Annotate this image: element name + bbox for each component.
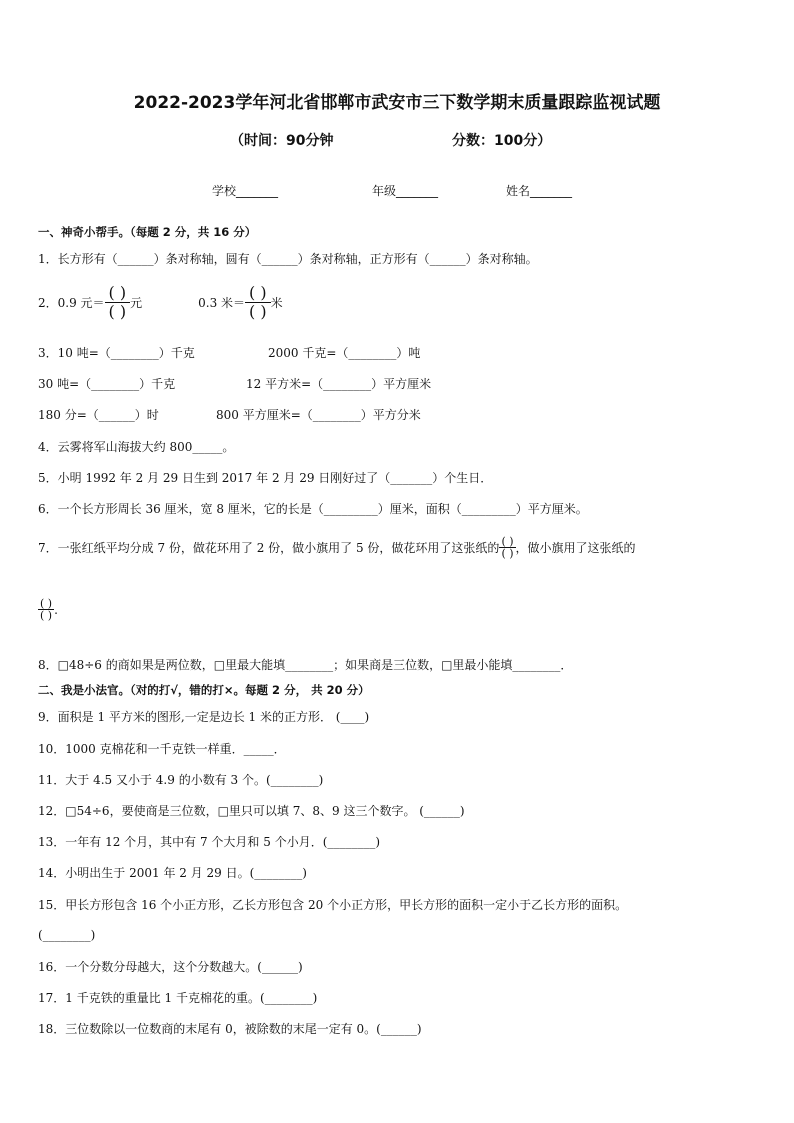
grade-field: 年级_______ <box>372 184 439 198</box>
q7-end: . <box>54 602 58 617</box>
school-field: 学校_______ <box>212 184 279 198</box>
question-2 <box>38 284 283 321</box>
q2-right-prefix: 0.3 米＝ <box>198 296 246 310</box>
question-13: 13．一年有 12 个月，其中有 7 个大月和 5 个小月．(________) <box>38 835 381 849</box>
question-7 <box>38 536 636 559</box>
question-7-continued <box>38 598 58 621</box>
question-11: 11．大于 4.5 又小于 4.9 的小数有 3 个。(________) <box>38 773 324 787</box>
q7-fraction-1 <box>499 536 515 559</box>
question-9: 9．面积是 1 平方米的图形,一定是边长 1 米的正方形． (____) <box>38 710 370 724</box>
fraction-denominator: ( ) <box>40 609 53 622</box>
question-6: 6．一个长方形周长 36 厘米，宽 8 厘米，它的长是（_________）厘米，面积（_________）平方厘米。 <box>38 502 588 516</box>
fraction-denominator: ( ) <box>108 302 127 321</box>
page-title: 2022-2023学年河北省邯郸市武安市三下数学期末质量跟踪监视试题 <box>133 93 661 113</box>
question-4: 4．云雾将军山海拔大约 800_____。 <box>38 440 235 454</box>
fraction-denominator: ( ) <box>249 302 267 321</box>
question-16: 16．一个分数分母越大，这个分数越大。(______) <box>38 960 303 974</box>
exam-time: （时间：90分钟 <box>230 133 334 149</box>
question-10: 10．1000 克棉花和一千克铁一样重．_____． <box>38 742 286 756</box>
question-3a: 3．10 吨=（________）千克 <box>38 346 195 360</box>
q7-fraction-2 <box>38 598 54 621</box>
question-3f: 800 平方厘米=（________）平方分米 <box>216 408 421 422</box>
question-8: 8．□48÷6 的商如果是两位数，□里最大能填________；如果商是三位数，□里最小能填________． <box>38 658 573 672</box>
question-15-answer: (________) <box>38 928 96 942</box>
name-field: 姓名_______ <box>506 184 573 198</box>
question-17: 17．1 千克铁的重量比 1 千克棉花的重。(________) <box>38 991 318 1005</box>
section-1-title: 一、神奇小帮手。（每题 2 分，共 16 分） <box>38 225 257 239</box>
fraction-denominator: ( ) <box>501 547 514 560</box>
q2-right-unit: 米 <box>270 296 283 310</box>
question-3b: 2000 千克=（________）吨 <box>268 346 421 360</box>
fraction-numerator: ( ) <box>245 284 271 303</box>
question-1: 1．长方形有（______）条对称轴，圆有（______）条对称轴，正方形有（______）条对称轴。 <box>38 252 538 266</box>
question-3e: 180 分=（______）时 <box>38 408 159 422</box>
q2-left-fraction <box>105 284 131 321</box>
question-14: 14．小明出生于 2001 年 2 月 29 日。(________) <box>38 866 307 880</box>
fraction-numerator: ( ) <box>105 284 131 303</box>
q2-left-prefix: 2．0.9 元＝ <box>38 296 105 310</box>
question-3c: 30 吨=（________）千克 <box>38 377 176 391</box>
fraction-numerator: ( ) <box>501 535 514 548</box>
q7-text: 7．一张红纸平均分成 7 份，做花环用了 2 份，做小旗用了 5 份，做花环用了这张纸的 <box>38 541 500 555</box>
exam-score: 分数：100分） <box>452 133 552 149</box>
question-3d: 12 平方米=（________）平方厘米 <box>246 377 432 391</box>
question-18: 18．三位数除以一位数商的末尾有 0，被除数的末尾一定有 0。(______) <box>38 1022 422 1036</box>
question-5: 5．小明 1992 年 2 月 29 日生到 2017 年 2 月 29 日刚好过了（_______）个生日． <box>38 471 493 485</box>
q2-left-unit: 元 <box>130 296 143 310</box>
section-2-title: 二、我是小法官。（对的打√，错的打×。每题 2 分， 共 20 分） <box>38 683 370 697</box>
fraction-numerator: ( ) <box>40 597 53 610</box>
question-12: 12．□54÷6，要使商是三位数，□里只可以填 7、8、9 这三个数字。 (______) <box>38 804 465 818</box>
q7-tail: ，做小旗用了这张纸的 <box>515 541 636 555</box>
question-15: 15．甲长方形包含 16 个小正方形，乙长方形包含 20 个小正方形，甲长方形的面积一定小于乙长方形的面积。 <box>38 898 628 912</box>
q2-right-fraction <box>245 284 271 321</box>
